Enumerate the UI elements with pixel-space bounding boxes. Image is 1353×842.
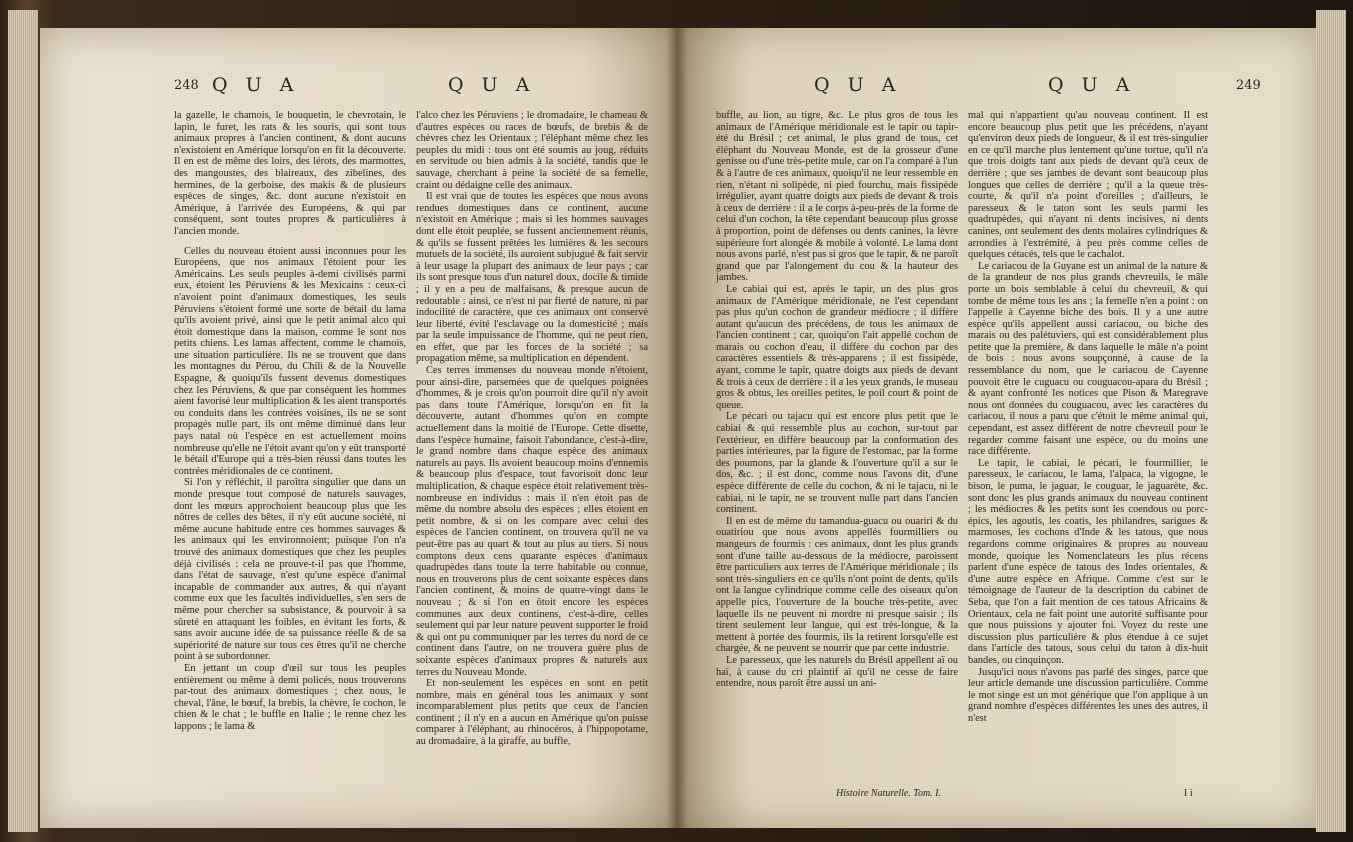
paragraph: Le cariacou de la Guyane est un animal de la nature & de la grandeur de nos plus grands chevreuils, le mâle porte un bois semblable à celui du chevreuil, & qui tombe de même tous les ans ; la femelle n'en a point : on l'appelle à Cayenne biche des bois. Il y a une autre espèce qu'ils appellent aussi cariacou, ou biche des marais ou des palétuviers, qui est considérablement plus petite que la première, & dans laquelle le mâle n'a point de bois : nous avons soupçonné, à cause de la ressemblance du nom, que le cariacou de Cayenne pouvoit être le cuguacu ou couguacou-apara du Brésil ; & ayant confronté les notices que Pison & Maregrave nous ont données du couguacou, avec les caractères du cariacou, il nous a paru que c'étoit le même animal qui, cependant, est assez différent de notre chevreuil pour le regarder comme faisant une espèce, ou du moins une race différente. bbox=[968, 260, 1208, 458]
paragraph: Jusqu'ici nous n'avons pas parlé des singes, parce que leur article demande une discussion particulière. Comme le mot singe est un mot générique que l'on applique à un grand nombre d'espèces différentes les unes des autres, il n'est bbox=[968, 666, 1208, 724]
paragraph: la gazelle, le chamois, le bouquetin, le chevrotain, le lapin, le furet, les rats & les souris, qui sont tous animaux propres à l'ancien continent, & dont aucuns n'existoient en Amérique lorsqu'on en fit la découverte. Il en est de même des loirs, des lérots, des marmottes, des mangoustes, des blaireaux, des zibelines, des hermines, de la gerboise, des makis & de plusieurs espèces de singes, &c. dont aucune n'existoit en Amérique, à l'arrivée des Européens, & qui par conséquent, sont toutes propres & particulières à l'ancien monde. bbox=[174, 110, 406, 237]
right-page-edges bbox=[1316, 10, 1346, 832]
paragraph: Et non-seulement les espèces en sont en petit nombre, mais en général tous les animaux y sont incomparablement plus petits que ceux de l'ancien continent ; il n'y en a aucun en Amérique qu'on puisse comparer à l'éléphant, au rhinocéros, à l'hippopotame, au dromadaire, à la giraffe, au buffle, bbox=[416, 678, 648, 748]
paragraph: Le pécari ou tajacu qui est encore plus petit que le cabiai & qui ressemble plus au cochon, sur-tout par l'extérieur, en diffère beaucoup par la conformation des parties intérieures, par la figure de l'estomac, par la forme des poumons, par la glande & l'ouverture qu'il a sur le dos, &c. ; il est donc, comme nous l'avons dit, d'une espèce différente de celle du cochon, & ni le tajacu, ni le cabiai, ni le tapir, ne se trouvent nulle part dans l'ancien continent. bbox=[716, 411, 958, 516]
paragraph: buffle, au lion, au tigre, &c. Le plus gros de tous les animaux de l'Amérique méridionale est le tapir ou tapir-été du Brésil ; cet animal, le plus grand de tous, cet éléphant du Nouveau Monde, est de la grosseur d'une genisse ou d'une très-petite mule, car on l'a comparé à l'un & à l'autre de ces animaux, quoiqu'il ne leur ressemble en rien, n'étant ni solipède, ni pied fourchu, mais fissipède irrégulier, ayant quatre doigts aux pieds de devant & trois à ceux de derrière : il a le corps à-peu-près de la forme de celui d'un cochon, la tête cependant beaucoup plus grosse à proportion, point de défenses ou dents canines, la lèvre supérieure fort alongée & mobile à volonté. Le lama dont nous avons parlé, n'est pas si gros que le tapir, & ne paroît grand que par l'alongement du cou & la hauteur des jambes. bbox=[716, 110, 958, 284]
right-page bbox=[676, 28, 1316, 828]
paragraph: Le tapir, le cabiai, le pécari, le fourmillier, le paresseux, le cariacou, le lama, l'alpaca, la vigogne, le bison, le puma, le jaguar, le couguar, le jaguarète, &c. sont donc les plus grands animaux du nouveau continent ; les médiocres & les petits sont les coendous ou porc-épics, les agoutis, les coatis, les philandres, sarigues & marmoses, les cochons d'Inde & les tatous, que nous regardons comme originaires & propres au nouveau monde, quoique les Nomenclateurs les plus récens parlent d'une espèce de tatous des Indes orientales, & d'une autre espèce en Afrique. Comme c'est sur le témoignage de l'auteur de la description du cabinet de Seba, que l'on a fait mention de ces tatous Africains & Orientaux, cela ne fait point une autorité suffisante pour que nous puissions y ajouter foi. Voyez du reste une discussion plus particulière & plus étendue à ce sujet dans l'article des tatous, sous celui du taton à dix-huit bandes, ou cinquinçon. bbox=[968, 457, 1208, 666]
paragraph: Si l'on y réfléchit, il paroîtra singulier que dans un monde presque tout composé de naturels sauvages, dont les mœurs approchoient beaucoup plus que les nôtres de celles des bêtes, il n'y eût aucune société, ni même aucune habitude entre ces hommes sauvages & les animaux qui les environnoient; puisque l'on n'a trouvé des animaux domestiques que chez les peuples déjà civilisés : cela ne prouve-t-il pas que l'homme, dans l'état de sauvage, n'est qu'une espèce d'animal incapable de commander aux autres, & qui n'ayant comme eux que les facultés individuelles, s'en sers de même pour chercher sa subsistance, & pourvoir à sa sûreté en attaquant les foibles, en évitant les forts, & sans avoir aucune idée de sa puissance réelle & de sa supériorité de nature sur tous ces êtres qu'il ne cherche point à se subordonner. bbox=[174, 477, 406, 663]
right-running-head-b: Q U A bbox=[1048, 74, 1136, 96]
left-page bbox=[40, 28, 676, 828]
paragraph: Celles du nouveau étoient aussi inconnues pour les Européens, que nos animaux l'étoient pour les Américains. Les seuls peuples à-demi civilisés parmi eux, étoient les Péruviens & les Mexicains : ceux-ci n'avoient point d'animaux domestiques, les seuls Péruviens s'étoient formé une sorte de bétail du lama qu'ils avoient privé, ainsi que le petit animal alco qui étoit domestique dans la maison, comme le sont nos petits chiens. Les lamas affectent, comme le chamois, une situation particulière. Ils ne se trouvent que dans les montagnes du Pérou, du Chili & de la Nouvelle Espagne, & quoiqu'ils fussent devenus domestiques chez les Péruviens, & que par conséquent les hommes aient favorisé leur multiplication & les aient transportés ou conduits dans les contrées voisines, ils ne se sont propagés nulle part, ils ont même diminué dans leur pays natal où l'espèce en est actuellement moins nombreuse qu'elle ne l'étoit avant qu'on y eût transporté le bétail d'Europe qui a très-bien réussi dans toutes les contrées méridionales de ce continent. bbox=[174, 245, 406, 477]
paragraph: mal qui n'appartient qu'au nouveau continent. Il est encore beaucoup plus petit que les précédens, n'ayant qu'environ deux pieds de longueur, & il est très-singulier en ce qu'il marche plus lentement qu'une tortue, qu'il n'a que trois doigts tant aux pieds de devant qu'à ceux de derrière ; que ses jambes de devant sont beaucoup plus longues que celles de derrière ; qu'il a la queue très-courte, & qu'il n'a point d'oreilles ; d'ailleurs, le paresseux & le taton sont les seuls parmi les quadrupèdes, qui n'ayant ni dents incisives, ni dents canines, ont seulement des dents molaires cylindriques & arrondies à l'extrémité, à peu près comme celles de quelques cétacés, tels que le cachalot. bbox=[968, 110, 1208, 261]
left-running-head-b: Q U A bbox=[448, 74, 536, 96]
paragraph: Il en est de même du tamandua-guacu ou ouariri & du ouatiriou que nous avons appellés fourmilliers ou mangeurs de fourmis : ces animaux, dont les plus grands sont d'une taille au-dessous de la médiocre, paroissent être particuliers aux terres de l'Amérique méridionale ; ils sont très-singuliers en ce qu'ils n'ont point de dents, qu'ils ont la langue cylindrique comme celle des oiseaux qu'on appelle pics, l'ouverture de la bouche très-petite, avec laquelle ils ne peuvent ni mordre ni presque saisir ; ils tirent seulement leur langue, qui est très-longue, & la mettent à portée des fourmis, ils la retirent lorsqu'elle est chargée, & ne peuvent se nourrir que par cette industrie. bbox=[716, 515, 958, 655]
book-gutter bbox=[666, 28, 688, 828]
left-column-1 bbox=[174, 110, 406, 732]
paragraph: Le cabiai qui est, après le tapir, un des plus gros animaux de l'Amérique méridionale, ne l'est cependant pas plus qu'un cochon de grandeur médiocre ; il diffère autant qu'aucun des précédens, de tous les animaux de l'ancien continent ; car, quoiqu'on l'ait appellé cochon de marais ou cochon d'eau, il diffère du cochon par des caractères essentiels & très-apparens ; il est fissipède, ayant, comme le tapir, quatre doigts aux pieds de devant & trois à ceux de derrière : il a les yeux grands, le museau gros & obtus, les oreilles petites, le poil court & point de queue. bbox=[716, 283, 958, 411]
paragraph: Le paresseux, que les naturels du Brésil appellent aï ou haï, à cause du cri plaintif aï qu'il ne cesse de faire entendre, nous paroît être aussi un ani- bbox=[716, 654, 958, 690]
paragraph: Il est vrai que de toutes les espèces que nous avons rendues domestiques dans ce continent, aucune n'existoit en Amérique ; mais si les hommes sauvages dont elle étoit peuplée, se fussent anciennement réunis, & qu'ils se fussent prêtées les lumières & les secours mutuels de la société, ils auroient subjugué & fait servir à leur usage la plupart des animaux de leur pays ; car ils sont presque tous d'un naturel doux, docile & timide ; il y en a peu de malfaisans, & presque aucun de redoutable : ainsi, ce n'est ni par fierté de nature, ni par indocilité de caractère, que ces animaux ont conservé leur liberté, évité l'esclavage ou la domesticité ; mais par la seule impuissance de l'homme, qui ne peut rien, en effet, que par les forces de la société ; sa propagation même, sa multiplication en dépendent. bbox=[416, 191, 648, 365]
right-running-head-a: Q U A bbox=[814, 74, 902, 96]
left-page-number: 248 bbox=[174, 78, 199, 93]
signature-mark: I i bbox=[1184, 788, 1193, 799]
footer-title: Histoire Naturelle. Tom. I. bbox=[836, 788, 942, 799]
left-page-edges bbox=[8, 10, 38, 832]
left-running-head-a: Q U A bbox=[212, 74, 300, 96]
paragraph: l'alco chez les Péruviens ; le dromadaire, le chameau & d'autres espèces ou races de bœufs, de brebis & de chèvres chez les Orientaux ; l'éléphant même chez les peuples du midi : tous ont été soumis au joug, réduits en servitude ou bien admis à la société, tandis que le sauvage, cherchant à peine la société de sa femelle, craint ou dédaigne celle des animaux. bbox=[416, 110, 648, 191]
left-column-2 bbox=[416, 110, 648, 748]
paragraph: Ces terres immenses du nouveau monde n'étoient, pour ainsi-dire, parsemées que de quelques poignées d'hommes, & je crois qu'on pourroit dire qu'il n'y avoit pas dans toute l'Amérique, lorsqu'on en fit la découverte, autant d'hommes qu'on en compte actuellement dans la moitié de l'Europe. Cette disette, dans l'espèce humaine, faisoit l'abondance, c'est-à-dire, le grand nombre dans chaque espèce des animaux naturels au pays. Ils avoient beaucoup moins d'ennemis & beaucoup plus d'espace, tout favorisoit donc leur multiplication, & chaque espèce étoit relativement très-nombreuse en individus : mais il n'en étoit pas de même du nombre absolu des espèces ; elles étoient en petit nombre, & si on les compare avec celui des espèces de l'ancien continent, on trouvera qu'il ne va peut-être pas au quart & tout au plus au tiers. Si nous comptons deux cens quarante espèces d'animaux quadrupèdes dans toute la terre habitable ou connue, nous en trouverons plus de cent soixante espèces dans l'ancien continent, & moins de quatre-vingt dans le nouveau ; & si l'on en ôtoit encore les espèces communes aux deux continens, c'est-à-dire, celles seulement qui par leur nature peuvent supporter le froid & qui ont pu communiquer par les terres du nord de ce continent dans l'autre, on ne trouvera guère plus de soixante espèces d'animaux propres & naturels aux terres du Nouveau Monde. bbox=[416, 365, 648, 678]
right-column-2 bbox=[968, 110, 1208, 724]
right-page-number: 249 bbox=[1236, 78, 1261, 93]
paragraph: En jettant un coup d'œil sur tous les peuples entièrement ou même à demi policés, nous trouverons par-tout des animaux domestiques ; chez nous, le cheval, l'âne, le bœuf, la brebis, la chèvre, le cochon, le chien & le chat ; le buffle en Italie ; le renne chez les lappons ; le lama & bbox=[174, 662, 406, 732]
right-column-1 bbox=[716, 110, 958, 690]
